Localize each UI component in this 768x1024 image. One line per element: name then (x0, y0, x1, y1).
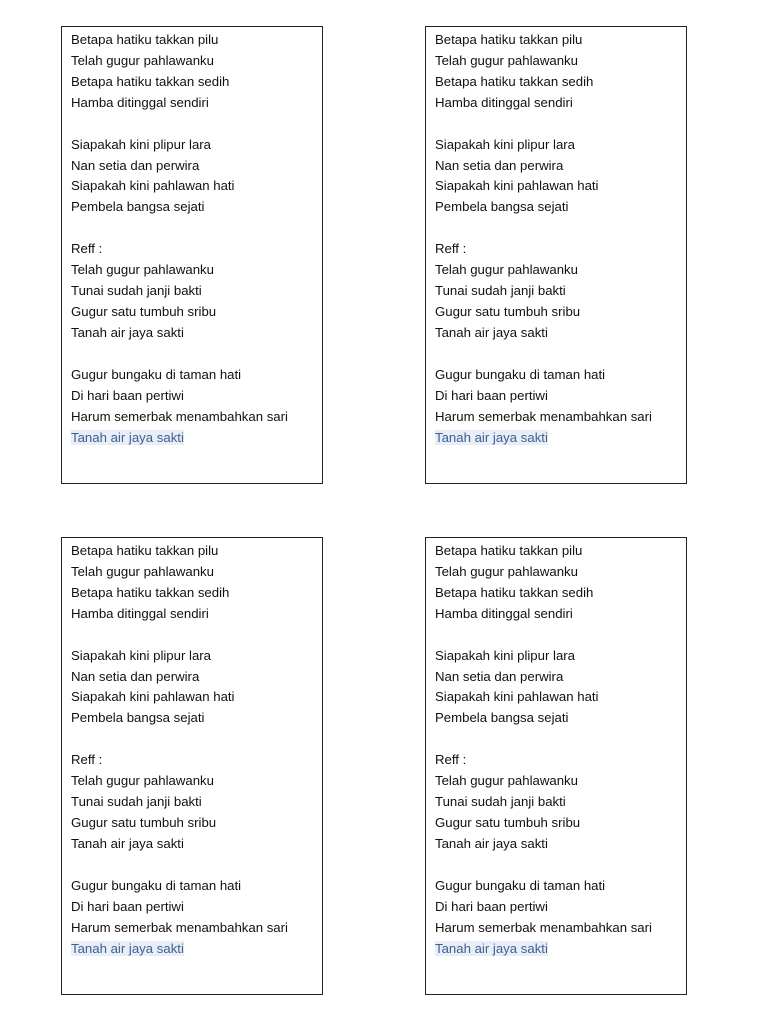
lyric-text: Gugur bungaku di taman hati (435, 366, 606, 382)
lyric-text: Gugur satu tumbuh sribu (71, 814, 217, 830)
lyric-text: Gugur satu tumbuh sribu (71, 303, 217, 319)
lyric-line (435, 897, 682, 918)
lyric-text: Tanah air jaya sakti (435, 324, 548, 340)
lyric-text: Harum semerbak menambahkan sari (435, 919, 652, 935)
lyric-line (71, 646, 318, 667)
lyric-line (435, 583, 682, 604)
lyric-line (71, 771, 318, 792)
lyric-line (71, 541, 318, 562)
lyric-line (71, 302, 318, 323)
lyric-line (435, 323, 682, 344)
lyric-text: Di hari baan pertiwi (435, 898, 548, 914)
lyric-line (435, 876, 682, 897)
lyric-line (435, 302, 682, 323)
lyric-line (71, 323, 318, 344)
stanza-3 (435, 239, 682, 344)
lyric-line (435, 771, 682, 792)
stanza-3 (71, 239, 318, 344)
lyric-line (435, 365, 682, 386)
lyric-line (71, 708, 318, 729)
lyric-text: Tanah air jaya sakti (71, 429, 184, 445)
lyric-text: Tanah air jaya sakti (71, 940, 184, 956)
lyric-text: Tanah air jaya sakti (435, 940, 548, 956)
lyric-line (435, 604, 682, 625)
stanza-4 (71, 876, 318, 960)
lyric-text: Di hari baan pertiwi (435, 387, 548, 403)
lyric-text: Telah gugur pahlawanku (71, 563, 214, 579)
lyric-line (71, 281, 318, 302)
lyric-line (71, 604, 318, 625)
lyric-text: Nan setia dan perwira (435, 668, 564, 684)
lyric-text: Reff : (435, 752, 467, 768)
lyrics-card-top-left (61, 26, 323, 484)
lyric-text: Telah gugur pahlawanku (71, 52, 214, 68)
lyric-line (435, 239, 682, 260)
lyric-text: Pembela bangsa sejati (71, 199, 205, 215)
lyric-line (435, 562, 682, 583)
lyric-line (71, 813, 318, 834)
lyric-line (71, 93, 318, 114)
lyric-text: Telah gugur pahlawanku (435, 773, 578, 789)
lyrics-card-bottom-left (61, 537, 323, 995)
lyric-text: Telah gugur pahlawanku (71, 262, 214, 278)
lyric-text: Siapakah kini pahlawan hati (71, 689, 235, 705)
lyric-text: Betapa hatiku takkan sedih (71, 73, 230, 89)
lyric-line (71, 176, 318, 197)
lyric-text: Hamba ditinggal sendiri (435, 605, 573, 621)
stanza-2 (435, 646, 682, 730)
lyric-line-highlighted (71, 428, 318, 449)
lyric-text: Reff : (435, 241, 467, 257)
stanza-1 (71, 541, 318, 625)
lyric-text: Tunai sudah janji bakti (71, 283, 202, 299)
lyric-text: Siapakah kini plipur lara (71, 647, 212, 663)
lyric-text: Betapa hatiku takkan pilu (71, 32, 219, 47)
stanza-1 (435, 30, 682, 114)
lyric-line (71, 239, 318, 260)
lyric-text: Siapakah kini plipur lara (435, 647, 576, 663)
lyric-line (435, 792, 682, 813)
lyric-line (71, 583, 318, 604)
lyric-line (435, 93, 682, 114)
lyric-line (71, 72, 318, 93)
lyric-line (71, 876, 318, 897)
lyric-line-highlighted (435, 939, 682, 960)
stanza-2 (435, 135, 682, 219)
lyrics-card-bottom-right (425, 537, 687, 995)
lyric-text: Siapakah kini plipur lara (71, 136, 212, 152)
lyric-line (71, 667, 318, 688)
lyric-line (71, 407, 318, 428)
lyric-text: Betapa hatiku takkan sedih (71, 584, 230, 600)
lyric-line (71, 750, 318, 771)
stanza-4 (71, 365, 318, 449)
lyric-line-highlighted (435, 428, 682, 449)
lyric-line (71, 834, 318, 855)
lyric-text: Tanah air jaya sakti (435, 835, 548, 851)
lyric-text: Siapakah kini pahlawan hati (71, 178, 235, 194)
stanza-2 (71, 646, 318, 730)
lyrics-content (71, 27, 318, 448)
lyric-line (435, 646, 682, 667)
lyric-text: Siapakah kini plipur lara (435, 136, 576, 152)
lyric-line (435, 708, 682, 729)
lyric-line (71, 365, 318, 386)
lyric-text: Tunai sudah janji bakti (71, 794, 202, 810)
stanza-4 (435, 365, 682, 449)
stanza-2 (71, 135, 318, 219)
lyric-text: Tanah air jaya sakti (435, 429, 548, 445)
stanza-3 (435, 750, 682, 855)
lyric-line (435, 176, 682, 197)
lyric-text: Di hari baan pertiwi (71, 387, 184, 403)
lyric-text: Tunai sudah janji bakti (435, 794, 566, 810)
lyric-text: Gugur bungaku di taman hati (435, 877, 606, 893)
lyric-text: Gugur satu tumbuh sribu (435, 814, 581, 830)
lyric-line (435, 156, 682, 177)
lyric-text: Nan setia dan perwira (71, 668, 200, 684)
lyric-line (435, 72, 682, 93)
lyric-text: Tanah air jaya sakti (71, 835, 184, 851)
lyric-line (435, 813, 682, 834)
lyric-line (435, 541, 682, 562)
lyrics-content (435, 538, 682, 959)
lyric-text: Betapa hatiku takkan pilu (435, 32, 583, 47)
lyric-text: Betapa hatiku takkan pilu (71, 543, 219, 558)
lyric-text: Pembela bangsa sejati (435, 710, 569, 726)
lyric-text: Harum semerbak menambahkan sari (71, 919, 288, 935)
lyric-line (71, 897, 318, 918)
lyric-text: Tanah air jaya sakti (71, 324, 184, 340)
lyric-line (435, 281, 682, 302)
stanza-1 (435, 541, 682, 625)
lyric-text: Reff : (71, 241, 103, 257)
lyric-text: Harum semerbak menambahkan sari (435, 408, 652, 424)
lyric-text: Di hari baan pertiwi (71, 898, 184, 914)
lyric-line (71, 135, 318, 156)
lyric-text: Hamba ditinggal sendiri (435, 94, 573, 110)
stanza-3 (71, 750, 318, 855)
lyric-line (435, 30, 682, 51)
lyric-text: Tunai sudah janji bakti (435, 283, 566, 299)
lyric-line-highlighted (71, 939, 318, 960)
lyric-line (435, 51, 682, 72)
lyric-text: Hamba ditinggal sendiri (71, 94, 209, 110)
lyric-line (71, 197, 318, 218)
lyric-line (435, 135, 682, 156)
lyric-text: Gugur satu tumbuh sribu (435, 303, 581, 319)
lyric-line (435, 834, 682, 855)
lyric-line (71, 792, 318, 813)
lyric-text: Harum semerbak menambahkan sari (71, 408, 288, 424)
lyric-text: Betapa hatiku takkan pilu (435, 543, 583, 558)
lyric-text: Siapakah kini pahlawan hati (435, 689, 599, 705)
lyric-text: Telah gugur pahlawanku (435, 52, 578, 68)
lyric-line (71, 562, 318, 583)
lyric-line (435, 687, 682, 708)
lyric-text: Telah gugur pahlawanku (71, 773, 214, 789)
lyric-text: Pembela bangsa sejati (71, 710, 205, 726)
lyrics-content (435, 27, 682, 448)
lyric-text: Reff : (71, 752, 103, 768)
stanza-4 (435, 876, 682, 960)
lyric-text: Nan setia dan perwira (435, 157, 564, 173)
lyric-line (435, 197, 682, 218)
lyric-text: Pembela bangsa sejati (435, 199, 569, 215)
lyric-line (435, 750, 682, 771)
lyric-text: Telah gugur pahlawanku (435, 563, 578, 579)
lyric-text: Gugur bungaku di taman hati (71, 366, 242, 382)
lyric-text: Gugur bungaku di taman hati (71, 877, 242, 893)
lyric-text: Betapa hatiku takkan sedih (435, 584, 594, 600)
stanza-1 (71, 30, 318, 114)
lyric-line (435, 260, 682, 281)
lyric-line (435, 386, 682, 407)
lyrics-content (71, 538, 318, 959)
lyric-line (71, 918, 318, 939)
lyric-line (71, 156, 318, 177)
lyric-line (435, 918, 682, 939)
lyric-line (71, 51, 318, 72)
lyric-text: Betapa hatiku takkan sedih (435, 73, 594, 89)
lyric-text: Telah gugur pahlawanku (435, 262, 578, 278)
lyric-line (71, 30, 318, 51)
lyric-line (71, 260, 318, 281)
lyrics-card-top-right (425, 26, 687, 484)
lyric-text: Hamba ditinggal sendiri (71, 605, 209, 621)
lyric-text: Siapakah kini pahlawan hati (435, 178, 599, 194)
lyric-text: Nan setia dan perwira (71, 157, 200, 173)
lyric-line (71, 386, 318, 407)
lyric-line (435, 407, 682, 428)
lyric-line (435, 667, 682, 688)
lyric-line (71, 687, 318, 708)
